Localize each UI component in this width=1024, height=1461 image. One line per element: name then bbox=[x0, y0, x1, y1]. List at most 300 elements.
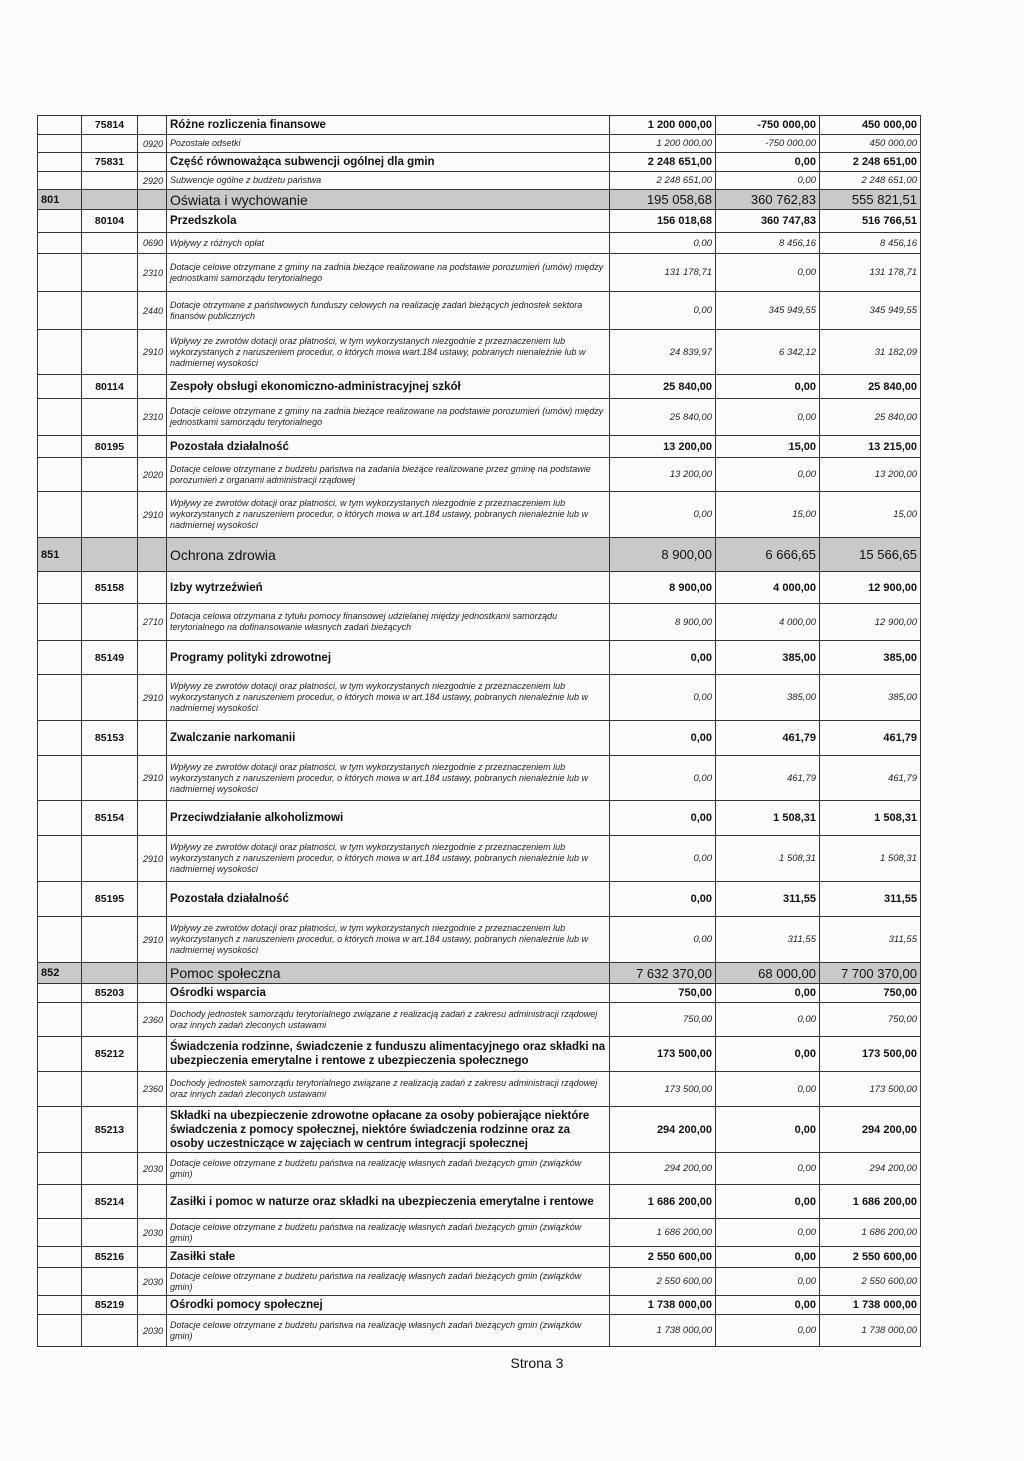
paragraph-row bbox=[38, 458, 921, 492]
paragraf-cell: 2910 bbox=[138, 756, 167, 801]
plan-before-cell: 750,00 bbox=[610, 1003, 716, 1037]
plan-after-cell: 1 686 200,00 bbox=[820, 1185, 921, 1219]
plan-after-cell: 2 550 600,00 bbox=[820, 1268, 921, 1296]
plan-before-cell: 1 200 000,00 bbox=[610, 116, 716, 135]
chapter-row bbox=[38, 641, 921, 675]
plan-after-cell: 1 738 000,00 bbox=[820, 1296, 921, 1315]
dzial-cell bbox=[38, 675, 82, 721]
dzial-cell bbox=[38, 1003, 82, 1037]
name-cell: Część równoważąca subwencji ogólnej dla gmin bbox=[167, 153, 610, 172]
plan-before-cell: 173 500,00 bbox=[610, 1072, 716, 1107]
paragraph-row bbox=[38, 399, 921, 436]
name-cell: Zwalczanie narkomanii bbox=[167, 721, 610, 756]
plan-after-cell: 25 840,00 bbox=[820, 399, 921, 436]
rozdzial-cell bbox=[82, 1268, 138, 1296]
plan-after-cell: 2 550 600,00 bbox=[820, 1247, 921, 1268]
chapter-row bbox=[38, 1185, 921, 1219]
dzial-cell: 851 bbox=[38, 538, 82, 572]
plan-after-cell: 173 500,00 bbox=[820, 1072, 921, 1107]
rozdzial-cell bbox=[82, 836, 138, 882]
plan-before-cell: 0,00 bbox=[610, 882, 716, 917]
rozdzial-cell bbox=[82, 458, 138, 492]
plan-after-cell: 311,55 bbox=[820, 882, 921, 917]
paragraph-row bbox=[38, 330, 921, 375]
change-cell: 0,00 bbox=[716, 1153, 820, 1185]
dzial-cell bbox=[38, 330, 82, 375]
name-cell: Zasiłki stałe bbox=[167, 1247, 610, 1268]
paragraph-row bbox=[38, 1268, 921, 1296]
change-cell: 0,00 bbox=[716, 1247, 820, 1268]
paragraph-row bbox=[38, 135, 921, 153]
rozdzial-cell: 85213 bbox=[82, 1107, 138, 1153]
paragraf-cell bbox=[138, 190, 167, 210]
plan-before-cell: 2 248 651,00 bbox=[610, 172, 716, 190]
dzial-cell bbox=[38, 917, 82, 963]
rozdzial-cell bbox=[82, 538, 138, 572]
dzial-cell bbox=[38, 458, 82, 492]
name-cell: Dotacje celowe otrzymane z budżetu państwa na zadania bieżące realizowane przez gminę na podstawie porozumień z organami administracji rządowej bbox=[167, 458, 610, 492]
plan-after-cell: 1 508,31 bbox=[820, 836, 921, 882]
paragraf-cell bbox=[138, 1296, 167, 1315]
paragraf-cell: 2910 bbox=[138, 330, 167, 375]
paragraph-row bbox=[38, 492, 921, 538]
rozdzial-cell: 75831 bbox=[82, 153, 138, 172]
plan-after-cell: 13 215,00 bbox=[820, 436, 921, 458]
name-cell: Świadczenia rodzinne, świadczenie z funduszu alimentacyjnego oraz składki na ubezpieczenia emerytalne i rentowe z ubezpieczenia społecznego bbox=[167, 1037, 610, 1072]
name-cell: Wpływy ze zwrotów dotacji oraz płatności, w tym wykorzystanych niezgodnie z przeznaczeniem lub wykorzystanych z naruszeniem procedur, o których mowa w art.184 ustawy, pobranych nienależnie lub w nadmiernej wysokości bbox=[167, 836, 610, 882]
paragraf-cell: 2910 bbox=[138, 917, 167, 963]
paragraf-cell: 2030 bbox=[138, 1268, 167, 1296]
chapter-row bbox=[38, 210, 921, 233]
change-cell: -750 000,00 bbox=[716, 116, 820, 135]
change-cell: 6 666,65 bbox=[716, 538, 820, 572]
plan-after-cell: 7 700 370,00 bbox=[820, 963, 921, 984]
change-cell: 0,00 bbox=[716, 458, 820, 492]
plan-before-cell: 750,00 bbox=[610, 984, 716, 1003]
rozdzial-cell bbox=[82, 604, 138, 641]
rozdzial-cell: 85216 bbox=[82, 1247, 138, 1268]
paragraf-cell bbox=[138, 721, 167, 756]
plan-after-cell: 31 182,09 bbox=[820, 330, 921, 375]
rozdzial-cell bbox=[82, 1153, 138, 1185]
rozdzial-cell bbox=[82, 1315, 138, 1347]
plan-before-cell: 0,00 bbox=[610, 721, 716, 756]
rozdzial-cell: 85154 bbox=[82, 801, 138, 836]
paragraf-cell bbox=[138, 436, 167, 458]
dzial-cell bbox=[38, 210, 82, 233]
plan-before-cell: 131 178,71 bbox=[610, 254, 716, 292]
rozdzial-cell bbox=[82, 1072, 138, 1107]
change-cell: 360 762,83 bbox=[716, 190, 820, 210]
name-cell: Ochrona zdrowia bbox=[167, 538, 610, 572]
rozdzial-cell: 80195 bbox=[82, 436, 138, 458]
rozdzial-cell: 85212 bbox=[82, 1037, 138, 1072]
dzial-cell bbox=[38, 1219, 82, 1247]
paragraf-cell bbox=[138, 882, 167, 917]
paragraf-cell bbox=[138, 641, 167, 675]
plan-before-cell: 2 550 600,00 bbox=[610, 1247, 716, 1268]
plan-before-cell: 0,00 bbox=[610, 836, 716, 882]
budget-income-table bbox=[37, 115, 921, 1347]
dzial-cell bbox=[38, 233, 82, 254]
chapter-row bbox=[38, 1247, 921, 1268]
dzial-cell bbox=[38, 153, 82, 172]
plan-after-cell: 461,79 bbox=[820, 756, 921, 801]
rozdzial-cell: 85219 bbox=[82, 1296, 138, 1315]
change-cell: 1 508,31 bbox=[716, 836, 820, 882]
name-cell: Dotacje celowe otrzymane z budżetu państwa na realizację własnych zadań bieżących gmin (związków gmin) bbox=[167, 1315, 610, 1347]
change-cell: 0,00 bbox=[716, 1072, 820, 1107]
rozdzial-cell: 85149 bbox=[82, 641, 138, 675]
plan-after-cell: 311,55 bbox=[820, 917, 921, 963]
paragraf-cell bbox=[138, 1037, 167, 1072]
rozdzial-cell bbox=[82, 292, 138, 330]
rozdzial-cell bbox=[82, 399, 138, 436]
plan-before-cell: 1 738 000,00 bbox=[610, 1296, 716, 1315]
change-cell: 8 456,16 bbox=[716, 233, 820, 254]
chapter-row bbox=[38, 572, 921, 604]
change-cell: 0,00 bbox=[716, 1003, 820, 1037]
change-cell: 311,55 bbox=[716, 917, 820, 963]
paragraf-cell bbox=[138, 801, 167, 836]
paragraf-cell bbox=[138, 1107, 167, 1153]
paragraf-cell: 2910 bbox=[138, 836, 167, 882]
change-cell: 345 949,55 bbox=[716, 292, 820, 330]
name-cell: Wpływy ze zwrotów dotacji oraz płatności, w tym wykorzystanych niezgodnie z przeznaczeniem lub wykorzystanych z naruszeniem procedur, o których mowa wart.184 ustawy, pobranych nienależnie lub w nadmiernej wysokości bbox=[167, 330, 610, 375]
paragraf-cell: 2310 bbox=[138, 254, 167, 292]
change-cell: 4 000,00 bbox=[716, 604, 820, 641]
plan-before-cell: 8 900,00 bbox=[610, 572, 716, 604]
section-row bbox=[38, 538, 921, 572]
plan-before-cell: 25 840,00 bbox=[610, 375, 716, 399]
name-cell: Dotacje otrzymane z państwowych funduszy celowych na realizację zadań bieżących jednostek sektora finansów publicznych bbox=[167, 292, 610, 330]
name-cell: Pomoc społeczna bbox=[167, 963, 610, 984]
plan-after-cell: 12 900,00 bbox=[820, 604, 921, 641]
name-cell: Dochody jednostek samorządu terytorialnego związane z realizacją zadań z zakresu administracji rządowej oraz innych zadań zleconych ustawami bbox=[167, 1072, 610, 1107]
paragraf-cell: 2310 bbox=[138, 399, 167, 436]
dzial-cell bbox=[38, 604, 82, 641]
name-cell: Dotacje celowe otrzymane z gminy na zadnia bieżące realizowane na podstawie porozumień (umów) między jednostkami samorządu terytorialnego bbox=[167, 254, 610, 292]
name-cell: Przeciwdziałanie alkoholizmowi bbox=[167, 801, 610, 836]
plan-before-cell: 2 550 600,00 bbox=[610, 1268, 716, 1296]
change-cell: 461,79 bbox=[716, 756, 820, 801]
plan-after-cell: 450 000,00 bbox=[820, 135, 921, 153]
rozdzial-cell: 75814 bbox=[82, 116, 138, 135]
rozdzial-cell: 85158 bbox=[82, 572, 138, 604]
plan-before-cell: 173 500,00 bbox=[610, 1037, 716, 1072]
rozdzial-cell bbox=[82, 233, 138, 254]
plan-after-cell: 15,00 bbox=[820, 492, 921, 538]
change-cell: 311,55 bbox=[716, 882, 820, 917]
plan-before-cell: 294 200,00 bbox=[610, 1107, 716, 1153]
rozdzial-cell: 85203 bbox=[82, 984, 138, 1003]
dzial-cell bbox=[38, 836, 82, 882]
plan-after-cell: 25 840,00 bbox=[820, 375, 921, 399]
change-cell: 461,79 bbox=[716, 721, 820, 756]
plan-before-cell: 0,00 bbox=[610, 641, 716, 675]
paragraph-row bbox=[38, 917, 921, 963]
name-cell: Dochody jednostek samorządu terytorialnego związane z realizacją zadań z zakresu administracji rządowej oraz innych zadań zleconych ustawami bbox=[167, 1003, 610, 1037]
plan-after-cell: 12 900,00 bbox=[820, 572, 921, 604]
paragraf-cell: 2030 bbox=[138, 1153, 167, 1185]
name-cell: Dotacje celowe otrzymane z budżetu państwa na realizację własnych zadań bieżących gmin (związków gmin) bbox=[167, 1268, 610, 1296]
plan-after-cell: 461,79 bbox=[820, 721, 921, 756]
plan-before-cell: 2 248 651,00 bbox=[610, 153, 716, 172]
rozdzial-cell bbox=[82, 330, 138, 375]
name-cell: Programy polityki zdrowotnej bbox=[167, 641, 610, 675]
dzial-cell: 852 bbox=[38, 963, 82, 984]
name-cell: Zespoły obsługi ekonomiczno-administracyjnej szkół bbox=[167, 375, 610, 399]
table-body bbox=[38, 116, 921, 1347]
paragraph-row bbox=[38, 292, 921, 330]
plan-after-cell: 2 248 651,00 bbox=[820, 153, 921, 172]
change-cell: 360 747,83 bbox=[716, 210, 820, 233]
name-cell: Wpływy ze zwrotów dotacji oraz płatności, w tym wykorzystanych niezgodnie z przeznaczeniem lub wykorzystanych z naruszeniem procedur, o których mowa w art.184 ustawy, pobranych nienależnie lub w nadmiernej wysokości bbox=[167, 492, 610, 538]
paragraph-row bbox=[38, 172, 921, 190]
dzial-cell bbox=[38, 1296, 82, 1315]
plan-after-cell: 2 248 651,00 bbox=[820, 172, 921, 190]
plan-before-cell: 1 686 200,00 bbox=[610, 1219, 716, 1247]
chapter-row bbox=[38, 1296, 921, 1315]
paragraf-cell: 2360 bbox=[138, 1003, 167, 1037]
name-cell: Dotacje celowe otrzymane z budżetu państwa na realizację własnych zadań bieżących gmin (związków gmin) bbox=[167, 1153, 610, 1185]
chapter-row bbox=[38, 721, 921, 756]
dzial-cell bbox=[38, 1037, 82, 1072]
change-cell: 0,00 bbox=[716, 984, 820, 1003]
plan-before-cell: 0,00 bbox=[610, 492, 716, 538]
plan-before-cell: 0,00 bbox=[610, 801, 716, 836]
name-cell: Pozostała działalność bbox=[167, 882, 610, 917]
change-cell: -750 000,00 bbox=[716, 135, 820, 153]
name-cell: Pozostała działalność bbox=[167, 436, 610, 458]
name-cell: Subwencje ogólne z budżetu państwa bbox=[167, 172, 610, 190]
paragraph-row bbox=[38, 1003, 921, 1037]
change-cell: 0,00 bbox=[716, 1037, 820, 1072]
change-cell: 6 342,12 bbox=[716, 330, 820, 375]
change-cell: 68 000,00 bbox=[716, 963, 820, 984]
dzial-cell bbox=[38, 135, 82, 153]
name-cell: Wpływy ze zwrotów dotacji oraz płatności, w tym wykorzystanych niezgodnie z przeznaczeniem lub wykorzystanych z naruszeniem procedur, o których mowa w art.184 ustawy, pobranych nienależnie lub w nadmiernej wysokości bbox=[167, 675, 610, 721]
paragraf-cell bbox=[138, 116, 167, 135]
paragraf-cell: 0920 bbox=[138, 135, 167, 153]
rozdzial-cell: 85153 bbox=[82, 721, 138, 756]
rozdzial-cell bbox=[82, 1219, 138, 1247]
change-cell: 385,00 bbox=[716, 641, 820, 675]
paragraph-row bbox=[38, 1072, 921, 1107]
plan-before-cell: 0,00 bbox=[610, 756, 716, 801]
paragraf-cell: 2910 bbox=[138, 492, 167, 538]
paragraf-cell: 2030 bbox=[138, 1315, 167, 1347]
chapter-row bbox=[38, 1107, 921, 1153]
rozdzial-cell bbox=[82, 190, 138, 210]
plan-before-cell: 0,00 bbox=[610, 233, 716, 254]
change-cell: 0,00 bbox=[716, 375, 820, 399]
dzial-cell: 801 bbox=[38, 190, 82, 210]
chapter-row bbox=[38, 375, 921, 399]
dzial-cell bbox=[38, 172, 82, 190]
change-cell: 0,00 bbox=[716, 1107, 820, 1153]
paragraf-cell bbox=[138, 375, 167, 399]
change-cell: 0,00 bbox=[716, 1185, 820, 1219]
dzial-cell bbox=[38, 116, 82, 135]
paragraf-cell: 2030 bbox=[138, 1219, 167, 1247]
paragraf-cell: 2910 bbox=[138, 675, 167, 721]
change-cell: 15,00 bbox=[716, 436, 820, 458]
paragraph-row bbox=[38, 1219, 921, 1247]
paragraph-row bbox=[38, 604, 921, 641]
plan-before-cell: 7 632 370,00 bbox=[610, 963, 716, 984]
chapter-row bbox=[38, 1037, 921, 1072]
plan-after-cell: 555 821,51 bbox=[820, 190, 921, 210]
plan-after-cell: 345 949,55 bbox=[820, 292, 921, 330]
paragraf-cell bbox=[138, 538, 167, 572]
rozdzial-cell bbox=[82, 492, 138, 538]
rozdzial-cell: 80104 bbox=[82, 210, 138, 233]
plan-before-cell: 24 839,97 bbox=[610, 330, 716, 375]
name-cell: Składki na ubezpieczenie zdrowotne opłacane za osoby pobierające niektóre świadczenia z pomocy społecznej, niektóre świadczenia rodzinne oraz za osoby uczestniczące w zajęciach w centrum integracji społecznej bbox=[167, 1107, 610, 1153]
change-cell: 1 508,31 bbox=[716, 801, 820, 836]
rozdzial-cell bbox=[82, 963, 138, 984]
dzial-cell bbox=[38, 292, 82, 330]
plan-after-cell: 450 000,00 bbox=[820, 116, 921, 135]
dzial-cell bbox=[38, 1153, 82, 1185]
plan-after-cell: 294 200,00 bbox=[820, 1107, 921, 1153]
paragraf-cell: 2920 bbox=[138, 172, 167, 190]
chapter-row bbox=[38, 116, 921, 135]
dzial-cell bbox=[38, 375, 82, 399]
paragraph-row bbox=[38, 756, 921, 801]
plan-after-cell: 385,00 bbox=[820, 675, 921, 721]
name-cell: Dotacje celowe otrzymane z gminy na zadnia bieżące realizowane na podstawie porozumień (umów) między jednostkami samorządu terytorialnego bbox=[167, 399, 610, 436]
plan-before-cell: 25 840,00 bbox=[610, 399, 716, 436]
plan-after-cell: 8 456,16 bbox=[820, 233, 921, 254]
dzial-cell bbox=[38, 1315, 82, 1347]
paragraf-cell: 2020 bbox=[138, 458, 167, 492]
section-row bbox=[38, 190, 921, 210]
name-cell: Izby wytrzeźwień bbox=[167, 572, 610, 604]
dzial-cell bbox=[38, 399, 82, 436]
name-cell: Dotacje celowe otrzymane z budżetu państwa na realizację własnych zadań bieżących gmin (związków gmin) bbox=[167, 1219, 610, 1247]
plan-before-cell: 8 900,00 bbox=[610, 604, 716, 641]
name-cell: Różne rozliczenia finansowe bbox=[167, 116, 610, 135]
plan-after-cell: 15 566,65 bbox=[820, 538, 921, 572]
paragraf-cell bbox=[138, 1247, 167, 1268]
paragraf-cell bbox=[138, 963, 167, 984]
name-cell: Zasiłki i pomoc w naturze oraz składki na ubezpieczenia emerytalne i rentowe bbox=[167, 1185, 610, 1219]
plan-before-cell: 1 738 000,00 bbox=[610, 1315, 716, 1347]
paragraph-row bbox=[38, 1153, 921, 1185]
rozdzial-cell bbox=[82, 675, 138, 721]
paragraf-cell bbox=[138, 984, 167, 1003]
plan-after-cell: 173 500,00 bbox=[820, 1037, 921, 1072]
change-cell: 0,00 bbox=[716, 1296, 820, 1315]
plan-before-cell: 8 900,00 bbox=[610, 538, 716, 572]
paragraf-cell bbox=[138, 572, 167, 604]
change-cell: 0,00 bbox=[716, 172, 820, 190]
name-cell: Pozostałe odsetki bbox=[167, 135, 610, 153]
chapter-row bbox=[38, 436, 921, 458]
plan-before-cell: 0,00 bbox=[610, 917, 716, 963]
change-cell: 0,00 bbox=[716, 399, 820, 436]
plan-after-cell: 750,00 bbox=[820, 984, 921, 1003]
dzial-cell bbox=[38, 756, 82, 801]
name-cell: Wpływy z różnych opłat bbox=[167, 233, 610, 254]
page-number: Strona 3 bbox=[510, 1355, 564, 1371]
change-cell: 0,00 bbox=[716, 1268, 820, 1296]
rozdzial-cell bbox=[82, 254, 138, 292]
name-cell: Przedszkola bbox=[167, 210, 610, 233]
rozdzial-cell bbox=[82, 172, 138, 190]
plan-after-cell: 385,00 bbox=[820, 641, 921, 675]
dzial-cell bbox=[38, 1107, 82, 1153]
plan-before-cell: 1 200 000,00 bbox=[610, 135, 716, 153]
chapter-row bbox=[38, 882, 921, 917]
dzial-cell bbox=[38, 984, 82, 1003]
section-row bbox=[38, 963, 921, 984]
plan-after-cell: 1 508,31 bbox=[820, 801, 921, 836]
dzial-cell bbox=[38, 436, 82, 458]
rozdzial-cell bbox=[82, 756, 138, 801]
plan-after-cell: 750,00 bbox=[820, 1003, 921, 1037]
change-cell: 15,00 bbox=[716, 492, 820, 538]
chapter-row bbox=[38, 984, 921, 1003]
plan-after-cell: 131 178,71 bbox=[820, 254, 921, 292]
name-cell: Wpływy ze zwrotów dotacji oraz płatności, w tym wykorzystanych niezgodnie z przeznaczeniem lub wykorzystanych z naruszeniem procedur, o których mowa w art.184 ustawy, pobranych nienależnie lub w nadmiernej wysokości bbox=[167, 917, 610, 963]
dzial-cell bbox=[38, 1072, 82, 1107]
plan-after-cell: 13 200,00 bbox=[820, 458, 921, 492]
dzial-cell bbox=[38, 492, 82, 538]
dzial-cell bbox=[38, 641, 82, 675]
paragraph-row bbox=[38, 233, 921, 254]
paragraf-cell: 2710 bbox=[138, 604, 167, 641]
chapter-row bbox=[38, 801, 921, 836]
paragraf-cell bbox=[138, 1185, 167, 1219]
dzial-cell bbox=[38, 1185, 82, 1219]
plan-before-cell: 1 686 200,00 bbox=[610, 1185, 716, 1219]
change-cell: 0,00 bbox=[716, 153, 820, 172]
chapter-row bbox=[38, 153, 921, 172]
dzial-cell bbox=[38, 801, 82, 836]
rozdzial-cell: 85195 bbox=[82, 882, 138, 917]
plan-after-cell: 294 200,00 bbox=[820, 1153, 921, 1185]
paragraph-row bbox=[38, 836, 921, 882]
change-cell: 0,00 bbox=[716, 1219, 820, 1247]
dzial-cell bbox=[38, 882, 82, 917]
change-cell: 385,00 bbox=[716, 675, 820, 721]
plan-before-cell: 294 200,00 bbox=[610, 1153, 716, 1185]
change-cell: 0,00 bbox=[716, 1315, 820, 1347]
paragraf-cell bbox=[138, 153, 167, 172]
paragraf-cell: 0690 bbox=[138, 233, 167, 254]
name-cell: Oświata i wychowanie bbox=[167, 190, 610, 210]
name-cell: Ośrodki pomocy społecznej bbox=[167, 1296, 610, 1315]
dzial-cell bbox=[38, 1268, 82, 1296]
change-cell: 4 000,00 bbox=[716, 572, 820, 604]
rozdzial-cell: 85214 bbox=[82, 1185, 138, 1219]
paragraph-row bbox=[38, 675, 921, 721]
paragraph-row bbox=[38, 1315, 921, 1347]
dzial-cell bbox=[38, 721, 82, 756]
plan-before-cell: 0,00 bbox=[610, 675, 716, 721]
rozdzial-cell bbox=[82, 1003, 138, 1037]
dzial-cell bbox=[38, 254, 82, 292]
name-cell: Ośrodki wsparcia bbox=[167, 984, 610, 1003]
paragraf-cell: 2360 bbox=[138, 1072, 167, 1107]
rozdzial-cell bbox=[82, 917, 138, 963]
rozdzial-cell bbox=[82, 135, 138, 153]
paragraf-cell bbox=[138, 210, 167, 233]
change-cell: 0,00 bbox=[716, 254, 820, 292]
